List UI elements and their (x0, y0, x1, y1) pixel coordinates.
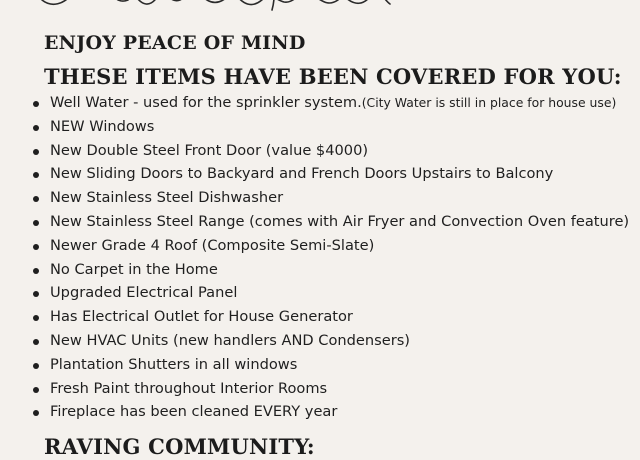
item-text: New Stainless Steel Range (comes with Air Fryer and Convection Oven feature) (50, 212, 630, 230)
list-item (30, 258, 629, 282)
bullet-icon (33, 315, 39, 321)
bullet-icon (33, 149, 39, 155)
bullet-icon (33, 410, 39, 416)
item-text: Newer Grade 4 Roof (Composite Semi-Slate) (50, 236, 375, 254)
item-text: NEW Windows (50, 117, 155, 135)
script-signature-graphic (38, 0, 398, 14)
heading-raving-community: RAVING COMMUNITY: (44, 434, 315, 459)
bullet-icon (33, 244, 39, 250)
list-item (30, 139, 629, 163)
heading-peace-of-mind: ENJOY PEACE OF MIND (44, 32, 306, 54)
item-text: Plantation Shutters in all windows (50, 355, 298, 373)
item-text: No Carpet in the Home (50, 260, 218, 278)
item-text: New Stainless Steel Dishwasher (50, 189, 284, 207)
bullet-icon (33, 363, 39, 369)
list-item (30, 377, 629, 401)
heading-items-covered: THESE ITEMS HAVE BEEN COVERED FOR YOU: (44, 64, 622, 89)
list-item (30, 210, 629, 234)
list-item (30, 91, 629, 115)
bullet-icon (33, 125, 39, 131)
list-item (30, 186, 629, 210)
item-text: Fireplace has been cleaned EVERY year (50, 403, 338, 421)
list-item (30, 162, 629, 186)
item-text: New HVAC Units (new handlers AND Condensers) (50, 331, 410, 349)
bullet-icon (33, 291, 39, 297)
bullet-icon (33, 387, 39, 393)
item-note: (City Water is still in place for house use) (361, 95, 617, 110)
list-item (30, 305, 629, 329)
covered-items-list (30, 91, 629, 424)
bullet-icon (33, 172, 39, 178)
item-text: New Sliding Doors to Backyard and French Doors Upstairs to Balcony (50, 165, 554, 183)
list-item (30, 329, 629, 353)
list-item (30, 281, 629, 305)
list-item (30, 400, 629, 424)
bullet-icon (33, 220, 39, 226)
list-item (30, 234, 629, 258)
list-item (30, 353, 629, 377)
bullet-icon (33, 268, 39, 274)
bullet-icon (33, 339, 39, 345)
item-text: Upgraded Electrical Panel (50, 284, 238, 302)
item-text: New Double Steel Front Door (value $4000) (50, 141, 369, 159)
bullet-icon (33, 196, 39, 202)
bullet-icon (33, 101, 39, 107)
item-text: Has Electrical Outlet for House Generator (50, 308, 353, 326)
item-text: Fresh Paint throughout Interior Rooms (50, 379, 328, 397)
item-text: Well Water - used for the sprinkler system. (50, 94, 362, 111)
list-item (30, 115, 629, 139)
